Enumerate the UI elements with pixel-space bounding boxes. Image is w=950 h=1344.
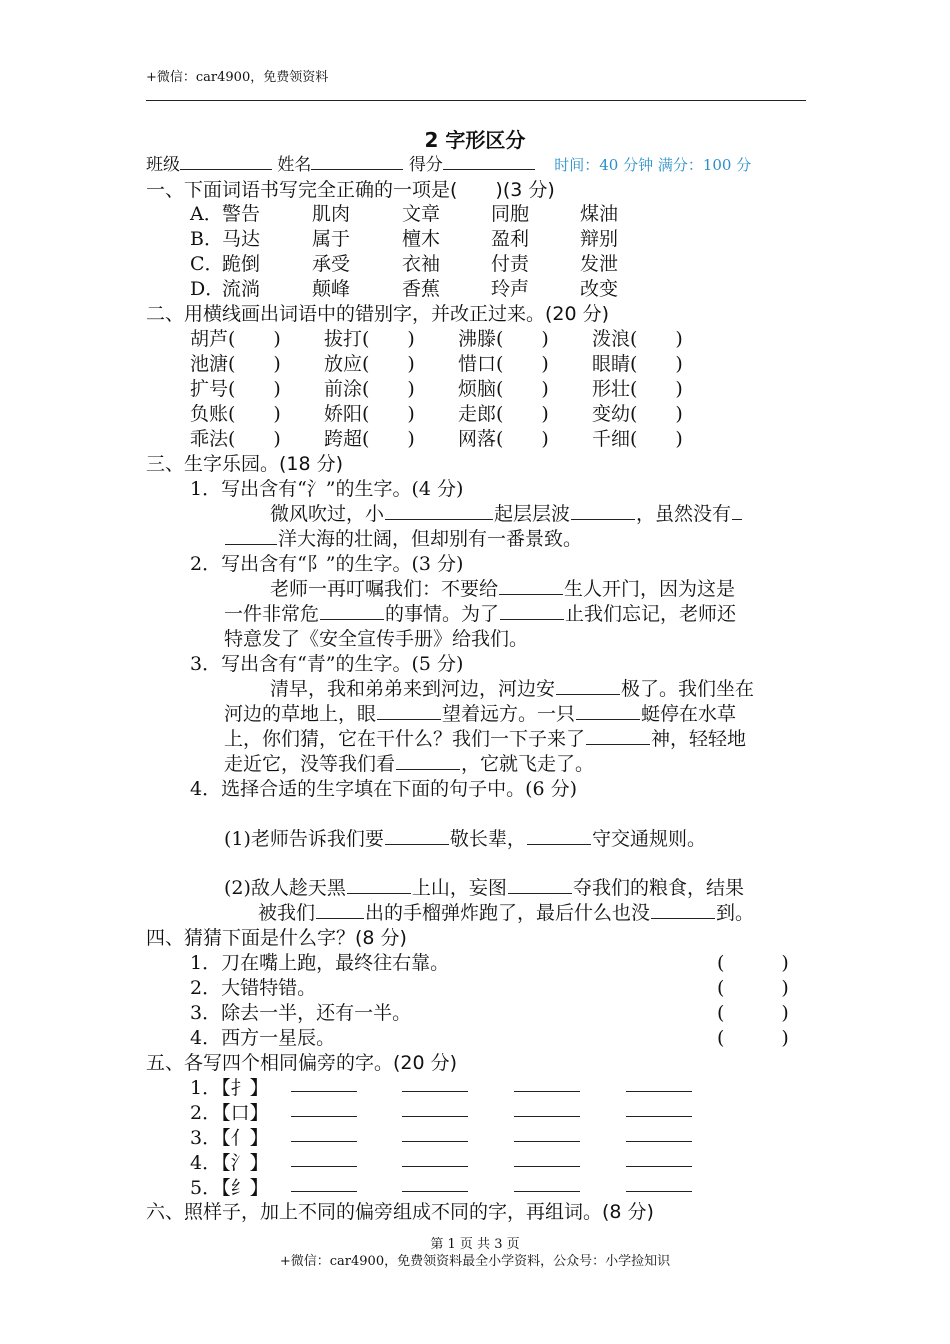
q2-line-3: 特意发了《安全宣传手册》给我们。 (224, 628, 529, 650)
word-row (190, 324, 710, 348)
question-3-1: 1．写出含有“氵”的生字。(4 分) (190, 478, 464, 500)
q4-sentence-1: (1)老师告诉我们要 敬长辈， 守交通规则。 (224, 828, 706, 850)
radical-label: 2．【口】 (190, 1102, 269, 1124)
fill-blank[interactable] (291, 1148, 357, 1167)
header-rule (146, 100, 806, 101)
word-item: 沸滕( ) (458, 328, 549, 350)
option-word: 马达 (222, 228, 261, 250)
score-blank[interactable] (443, 153, 535, 170)
fill-blank[interactable] (508, 875, 572, 894)
header-note: +微信：car4900，免费领资料 (146, 70, 329, 85)
option-word: 盈利 (491, 228, 530, 250)
fill-blank[interactable] (626, 1148, 692, 1167)
footer-note: +微信：car4900，免费领资料最全小学资料，公众号：小学捡知识 (279, 1254, 671, 1269)
riddle-3: 3．除去一半，还有一半。 (190, 1002, 412, 1024)
option-row (190, 224, 690, 248)
fill-blank[interactable] (291, 1098, 357, 1117)
answer-paren[interactable]: ( ) (717, 977, 789, 999)
option-word: 付责 (491, 253, 530, 275)
q4-sentence-3: 被我们 出的手榴弹炸跑了，最后什么也没 到。 (258, 902, 755, 924)
word-item: 放应( ) (324, 353, 415, 375)
page-title: 2 字形区分 (424, 128, 526, 152)
word-row (190, 399, 710, 423)
fill-blank[interactable] (556, 676, 620, 695)
option-label: A． (190, 203, 223, 225)
class-label: 班级 (146, 155, 180, 175)
fill-blank[interactable] (396, 751, 460, 770)
option-row (190, 249, 690, 273)
section-1-heading: 一、下面词语书写完全正确的一项是( )(3 分) (146, 179, 555, 201)
word-item: 扩号( ) (190, 378, 281, 400)
option-label: B． (190, 228, 223, 250)
fill-blank[interactable] (225, 526, 277, 545)
radical-row (190, 1148, 710, 1172)
option-word: 同胞 (491, 203, 530, 225)
section-2-heading: 二、用横线画出词语中的错别字，并改正过来。(20 分) (146, 303, 610, 325)
class-blank[interactable] (180, 153, 272, 170)
word-item: 走郎( ) (458, 403, 549, 425)
radical-row (190, 1098, 710, 1122)
word-row (190, 424, 710, 448)
option-label: D． (190, 278, 225, 300)
q2-line-2: 一件非常危 的事情。为了 止我们忘记，老师还 (224, 603, 737, 625)
q3-line-1: 清早，我和弟弟来到河边，河边安 极了。我们坐在 (270, 678, 755, 700)
name-label: 姓名 (277, 155, 312, 175)
fill-blank[interactable] (527, 826, 591, 845)
option-word: 香蕉 (402, 278, 441, 300)
question-3-3: 3．写出含有“青”的生字。(5 分) (190, 653, 464, 675)
riddle-1: 1．刀在嘴上跑，最终往右靠。 (190, 952, 450, 974)
fill-blank[interactable] (514, 1123, 580, 1142)
option-word: 辩别 (580, 228, 619, 250)
fill-blank[interactable] (402, 1148, 468, 1167)
section-3-heading: 三、生字乐园。(18 分) (146, 453, 344, 475)
fill-blank[interactable] (626, 1123, 692, 1142)
word-item: 变幼( ) (592, 403, 683, 425)
fill-blank[interactable] (402, 1173, 468, 1192)
word-item: 眼睛( ) (592, 353, 683, 375)
answer-paren[interactable]: ( ) (717, 1027, 789, 1049)
word-row (190, 374, 710, 398)
q2-line-1: 老师一再叮嘱我们：不要给 生人开门，因为这是 (270, 578, 736, 600)
q3-line-3: 上，你们猜，它在干什么？我们一下子来了 神，轻轻地 (224, 728, 747, 750)
section-5-heading: 五、各写四个相同偏旁的字。(20 分) (146, 1052, 458, 1074)
option-label: C． (190, 253, 224, 275)
word-item: 负账( ) (190, 403, 281, 425)
word-item: 胡芦( ) (190, 328, 281, 350)
word-item: 千细( ) (592, 428, 683, 450)
option-row (190, 274, 690, 298)
fill-blank[interactable] (385, 501, 493, 520)
q3-line-4: 走近它，没等我们看 ，它就飞走了。 (224, 753, 595, 775)
radical-label: 5．【纟】 (190, 1177, 269, 1199)
radical-label: 3．【亻】 (190, 1127, 269, 1149)
radical-row (190, 1073, 710, 1097)
riddle-2: 2．大错特错。 (190, 977, 317, 999)
word-row (190, 349, 710, 373)
answer-paren[interactable]: ( ) (717, 952, 789, 974)
option-word: 肌肉 (312, 203, 351, 225)
option-word: 流淌 (222, 278, 261, 300)
fill-blank[interactable] (576, 701, 640, 720)
q1-line-2: 洋大海的壮阔，但却别有一番景致。 (224, 524, 582, 551)
word-item: 烦脑( ) (458, 378, 549, 400)
option-word: 属于 (312, 228, 351, 250)
fill-blank[interactable] (626, 1073, 692, 1092)
fill-blank[interactable] (514, 1098, 580, 1117)
radical-row (190, 1123, 710, 1147)
fill-blank[interactable] (500, 601, 564, 620)
option-word: 发泄 (580, 253, 619, 275)
fill-blank[interactable] (571, 501, 635, 520)
score-label: 得分 (408, 155, 443, 175)
q3-line-2: 河边的草地上，眼 望着远方。一只 蜓停在水草 (224, 703, 737, 725)
fill-blank[interactable] (499, 576, 563, 595)
radical-label: 4．【氵】 (190, 1152, 269, 1174)
fill-blank[interactable] (291, 1173, 357, 1192)
radical-row (190, 1173, 710, 1197)
option-word: 文章 (402, 203, 441, 225)
word-item: 乖法( ) (190, 428, 281, 450)
fill-blank[interactable] (291, 1123, 357, 1142)
fill-blank[interactable] (402, 1098, 468, 1117)
word-item: 娇阳( ) (324, 403, 415, 425)
fill-blank[interactable] (626, 1098, 692, 1117)
word-item: 形壮( ) (592, 378, 683, 400)
option-word: 改变 (580, 278, 619, 300)
word-item: 前涂( ) (324, 378, 415, 400)
option-word: 檀木 (402, 228, 441, 250)
option-word: 跪倒 (222, 253, 261, 275)
section-6-heading: 六、照样子，加上不同的偏旁组成不同的字，再组词。(8 分) (146, 1201, 654, 1223)
option-word: 衣袖 (402, 253, 441, 275)
q1-line-1: 微风吹过，小 起层层波 ，虽然没有 (270, 499, 743, 526)
word-item: 池溏( ) (190, 353, 281, 375)
time-info: 时间：40 分钟 满分：100 分 (554, 156, 752, 174)
option-word: 玲声 (491, 278, 530, 300)
option-word: 警告 (222, 203, 261, 225)
fill-blank[interactable] (385, 826, 449, 845)
fill-blank[interactable] (514, 1148, 580, 1167)
fill-blank[interactable] (586, 726, 650, 745)
fill-blank[interactable] (732, 501, 742, 520)
word-item: 泼浪( ) (592, 328, 683, 350)
option-row (190, 199, 690, 223)
option-word: 承受 (312, 253, 351, 275)
name-blank[interactable] (311, 153, 403, 170)
question-3-4: 4．选择合适的生字填在下面的句子中。(6 分) (190, 778, 578, 800)
section-4-heading: 四、猜猜下面是什么字？(8 分) (146, 927, 407, 949)
word-item: 惜口( ) (458, 353, 549, 375)
fill-blank[interactable] (291, 1073, 357, 1092)
fill-blank[interactable] (626, 1173, 692, 1192)
riddle-4: 4．西方一星辰。 (190, 1027, 336, 1049)
fill-blank[interactable] (347, 875, 411, 894)
word-item: 网落( ) (458, 428, 549, 450)
fill-blank[interactable] (514, 1073, 580, 1092)
info-line (146, 150, 751, 175)
q4-sentence-2: (2)敌人趁天黑 上山，妄图 夺我们的粮食，结果 (224, 877, 744, 899)
page-number: 第 1 页 共 3 页 (430, 1237, 520, 1252)
fill-blank[interactable] (316, 900, 364, 919)
fill-blank[interactable] (320, 601, 384, 620)
fill-blank[interactable] (402, 1073, 468, 1092)
fill-blank[interactable] (377, 701, 441, 720)
option-word: 颠峰 (312, 278, 351, 300)
radical-label: 1．【扌】 (190, 1077, 269, 1099)
word-item: 跨超( ) (324, 428, 415, 450)
word-item: 拔打( ) (324, 328, 415, 350)
fill-blank[interactable] (514, 1173, 580, 1192)
fill-blank[interactable] (651, 900, 715, 919)
question-3-2: 2．写出含有“阝”的生字。(3 分) (190, 553, 464, 575)
answer-paren[interactable]: ( ) (717, 1002, 789, 1024)
fill-blank[interactable] (402, 1123, 468, 1142)
option-word: 煤油 (580, 203, 619, 225)
